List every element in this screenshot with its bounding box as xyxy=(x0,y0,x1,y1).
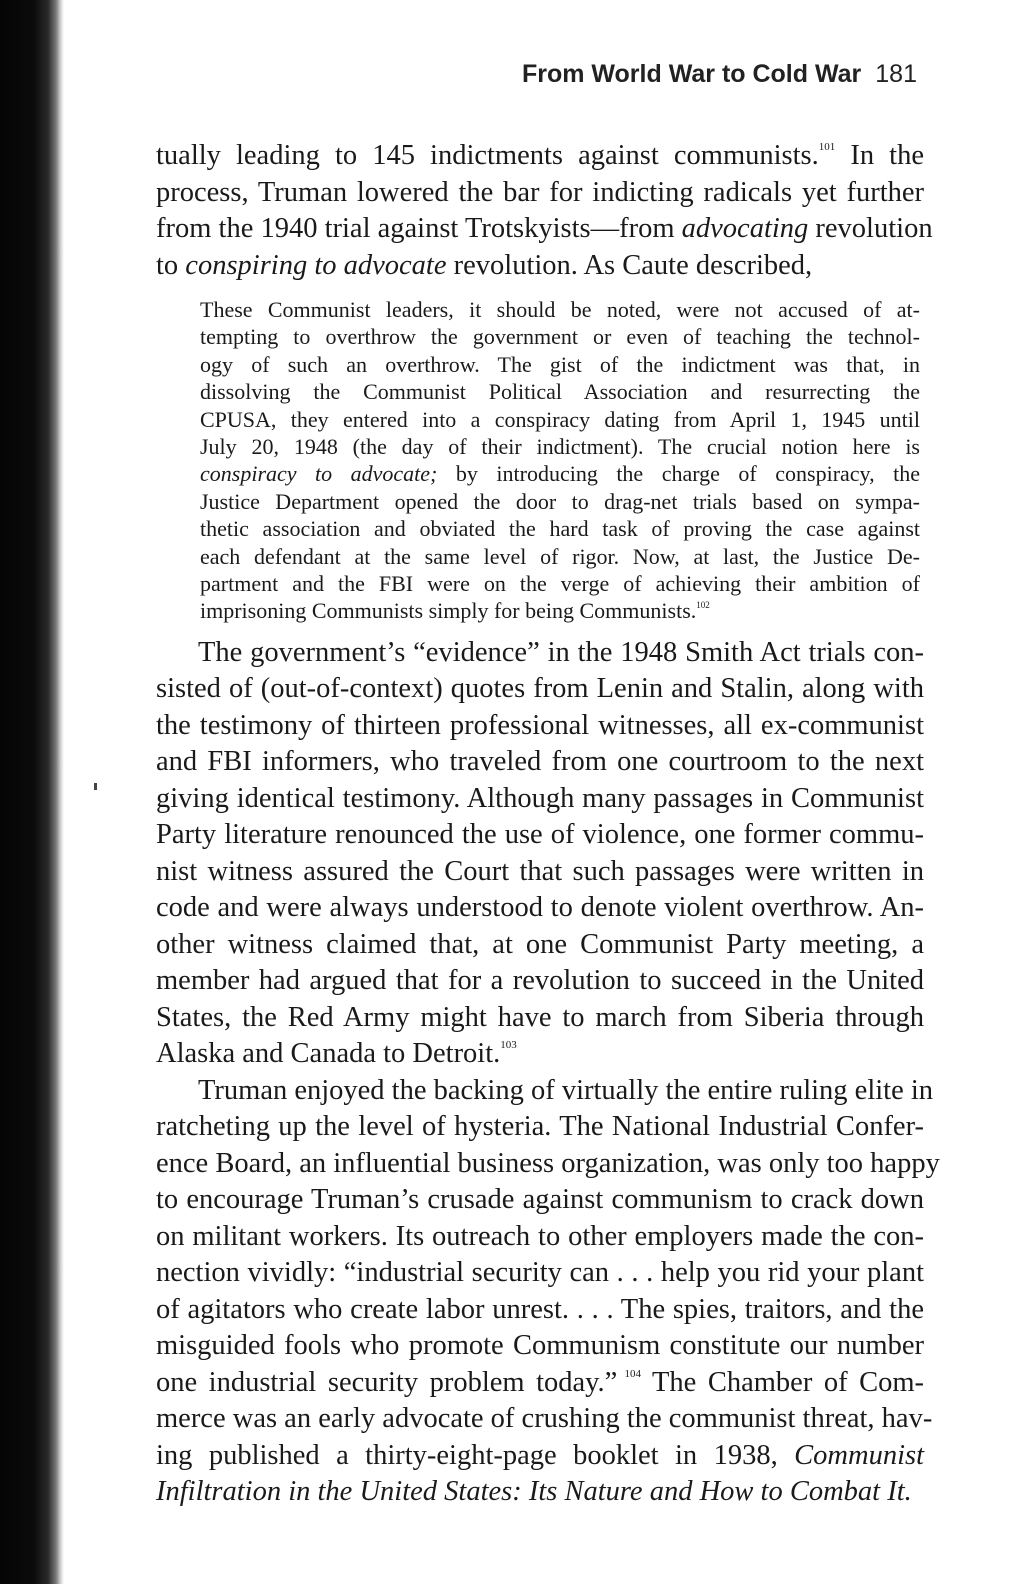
footnote-ref: 101 xyxy=(818,141,836,153)
text-run: member had argued that for a revolution to succeed in the United xyxy=(156,965,924,997)
text-line xyxy=(156,744,924,781)
footnote-ref: 103 xyxy=(500,1039,517,1052)
scan-binding-edge xyxy=(0,0,64,1584)
text-line xyxy=(200,323,920,350)
text-run: nection vividly: “industrial security can . . . help you rid your plant xyxy=(156,1257,924,1289)
text-line xyxy=(156,1255,924,1292)
text-line xyxy=(156,1000,924,1037)
text-run: The Chamber of Com- xyxy=(641,1366,925,1398)
text-line xyxy=(156,781,924,818)
text-run: giving identical testimony. Although many passages in Communist xyxy=(156,782,924,814)
text-line xyxy=(200,597,920,624)
paragraph-opening xyxy=(156,138,933,284)
text-run: other witness claimed that, at one Communist Party meeting, a xyxy=(156,928,924,960)
paragraph-3 xyxy=(156,1073,940,1511)
text-line xyxy=(156,1328,924,1365)
text-line xyxy=(156,1182,924,1219)
text-line xyxy=(156,1036,924,1073)
text-run: July 20, 1948 (the day of their indictment). The crucial notion here is xyxy=(200,433,920,459)
text-line xyxy=(200,378,920,405)
block-quote xyxy=(200,296,920,625)
italic-text: advocating xyxy=(681,213,809,244)
text-run: dissolving the Communist Political Association and resurrecting the xyxy=(200,379,920,405)
text-line xyxy=(200,460,920,487)
text-run: revolution xyxy=(808,213,933,244)
text-line xyxy=(156,1073,934,1110)
text-run: nist witness assured the Court that such passages were written in xyxy=(156,855,924,887)
text-run: each defendant at the same level of rigor. Now, at last, the Justice De- xyxy=(200,543,920,569)
italic-text: conspiring to advocate xyxy=(185,249,447,281)
text-run: to xyxy=(156,249,186,281)
text-line xyxy=(200,515,920,542)
text-run: and FBI informers, who traveled from one courtroom to the next xyxy=(156,746,924,778)
text-run: of agitators who create labor unrest. . . . The spies, traitors, and the xyxy=(156,1293,924,1325)
text-run: In the xyxy=(835,140,924,171)
text-line xyxy=(156,635,924,672)
text-line xyxy=(156,963,924,1000)
text-line xyxy=(156,817,924,854)
text-line xyxy=(156,1401,933,1438)
text-line xyxy=(200,351,920,378)
text-run: ence Board, an influential business organization, was only too happy xyxy=(156,1147,940,1179)
text-run: partment and the FBI were on the verge of achieving their ambition of xyxy=(200,570,920,596)
text-line xyxy=(200,296,920,323)
text-run: CPUSA, they entered into a conspiracy dating from April 1, 1945 until xyxy=(200,406,920,432)
italic-text: Communist xyxy=(794,1439,924,1471)
text-run: from the 1940 trial against Trotskyists—from xyxy=(156,213,682,244)
text-line xyxy=(156,1365,924,1402)
running-header xyxy=(522,60,917,89)
text-line xyxy=(200,488,920,515)
text-run: the testimony of thirteen professional witnesses, all ex-communist xyxy=(156,709,924,741)
text-run: ing published a thirty-eight-page booklet in 1938, xyxy=(156,1439,795,1471)
text-run: thetic association and obviated the hard task of proving the case against xyxy=(200,516,920,542)
scan-speck xyxy=(94,783,97,790)
text-line xyxy=(156,927,924,964)
paragraph-2 xyxy=(156,635,924,1073)
text-line xyxy=(156,1474,924,1511)
text-run: The government’s “evidence” in the 1948 Smith Act trials con- xyxy=(198,636,924,668)
text-line xyxy=(156,138,924,175)
text-run: Party literature renounced the use of violence, one former commu- xyxy=(156,819,924,851)
text-run: by introducing the charge of conspiracy, the xyxy=(437,461,920,487)
text-run: merce was an early advocate of crushing the communist threat, hav- xyxy=(156,1403,933,1435)
text-run: Justice Department opened the door to drag-net trials based on sympa- xyxy=(200,488,920,514)
text-run: misguided fools who promote Communism constitute our number xyxy=(156,1330,924,1362)
text-line xyxy=(156,1109,924,1146)
text-line xyxy=(156,1219,924,1256)
text-line xyxy=(200,406,920,433)
text-run: States, the Red Army might have to march from Siberia through xyxy=(156,1001,924,1033)
text-run: imprisoning Communists simply for being Communists. xyxy=(200,598,697,624)
text-run: process, Truman lowered the bar for indicting radicals yet further xyxy=(156,176,924,208)
text-line xyxy=(156,1438,924,1475)
text-line xyxy=(156,890,924,927)
text-run: on militant workers. Its outreach to other employers made the con- xyxy=(156,1220,924,1252)
text-run: sisted of (out-of-context) quotes from Lenin and Stalin, along with xyxy=(156,673,924,705)
text-run: ogy of such an overthrow. The gist of the indictment was that, in xyxy=(200,351,920,377)
text-line xyxy=(156,248,924,285)
text-line xyxy=(156,211,933,248)
text-line xyxy=(156,1292,924,1329)
text-run: Alaska and Canada to Detroit. xyxy=(156,1038,501,1070)
text-run: These Communist leaders, it should be noted, were not accused of at- xyxy=(200,297,920,322)
chapter-title: From World War to Cold War xyxy=(521,60,862,88)
text-line xyxy=(200,433,920,460)
text-line xyxy=(156,175,924,212)
page-number: 181 xyxy=(875,60,917,88)
text-line xyxy=(156,1146,940,1183)
text-line xyxy=(200,570,920,597)
text-line xyxy=(200,543,920,570)
text-line xyxy=(156,671,924,708)
footnote-ref: 104 xyxy=(617,1367,641,1380)
text-run: one industrial security problem today.” xyxy=(156,1366,618,1398)
text-run: to encourage Truman’s crusade against communism to crack down xyxy=(156,1184,924,1216)
italic-text: Infiltration in the United States: Its Nature and How to Combat It. xyxy=(156,1476,912,1508)
text-run: tempting to overthrow the government or even of teaching the technol- xyxy=(200,324,920,350)
text-line xyxy=(156,708,924,745)
text-run: ratcheting up the level of hysteria. The National Industrial Confer- xyxy=(156,1111,924,1143)
text-run: code and were always understood to denote violent overthrow. An- xyxy=(156,892,924,924)
text-run: revolution. As Caute described, xyxy=(446,249,813,281)
footnote-ref: 102 xyxy=(696,600,710,611)
italic-text: conspiracy to advocate; xyxy=(200,461,438,487)
text-run: tually leading to 145 indictments against communists. xyxy=(156,140,819,171)
text-run: Truman enjoyed the backing of virtually the entire ruling elite in xyxy=(198,1074,934,1106)
body-text xyxy=(156,138,940,1511)
text-line xyxy=(156,854,924,891)
